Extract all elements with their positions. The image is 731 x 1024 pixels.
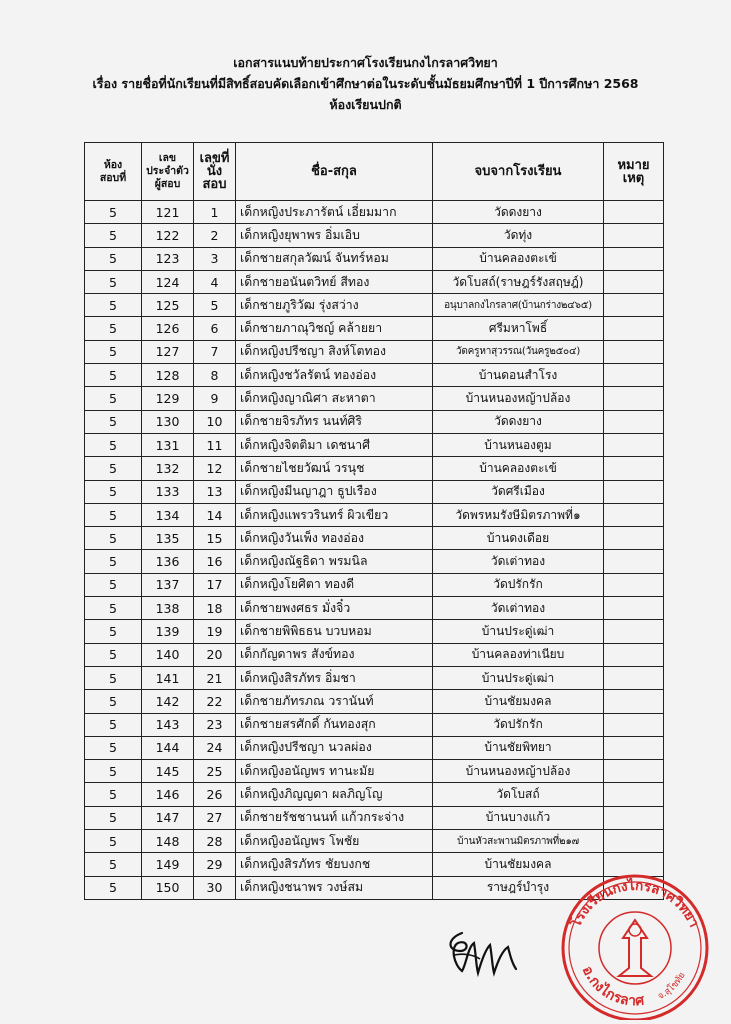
cell-exam-id: 121 bbox=[142, 201, 194, 224]
seal-province-text: จ.สุโขทัย bbox=[656, 971, 688, 1002]
cell-room: 5 bbox=[85, 224, 142, 247]
cell-school: วัดปรักรัก bbox=[433, 713, 604, 736]
cell-name: เด็กหญิงญาณิศา สะหาตา bbox=[236, 387, 433, 410]
cell-name: เด็กหญิงอนัญพร โพชัย bbox=[236, 830, 433, 853]
cell-exam-id: 133 bbox=[142, 480, 194, 503]
table-row bbox=[85, 736, 664, 759]
cell-seat: 10 bbox=[194, 410, 236, 433]
cell-school: บ้านคลองท่าเนียบ bbox=[433, 643, 604, 666]
cell-name: เด็กหญิงแพรวรินทร์ ผิวเขียว bbox=[236, 503, 433, 526]
table-row bbox=[85, 713, 664, 736]
cell-note bbox=[604, 690, 664, 713]
cell-room: 5 bbox=[85, 666, 142, 689]
table-row bbox=[85, 806, 664, 829]
cell-name: เด็กหญิงภิญญดา ผลภิญโญ bbox=[236, 783, 433, 806]
cell-note bbox=[604, 317, 664, 340]
cell-room: 5 bbox=[85, 480, 142, 503]
cell-room: 5 bbox=[85, 550, 142, 573]
table-row bbox=[85, 597, 664, 620]
cell-exam-id: 135 bbox=[142, 527, 194, 550]
cell-room: 5 bbox=[85, 830, 142, 853]
cell-seat: 17 bbox=[194, 573, 236, 596]
cell-school: วัดทุ่ง bbox=[433, 224, 604, 247]
cell-seat: 26 bbox=[194, 783, 236, 806]
cell-school: บ้านประดู่เฒ่า bbox=[433, 620, 604, 643]
cell-seat: 19 bbox=[194, 620, 236, 643]
header-name: ชื่อ-สกุล bbox=[236, 143, 433, 201]
cell-exam-id: 127 bbox=[142, 340, 194, 363]
header-exam-id: เลข ประจำตัว ผู้สอบ bbox=[142, 143, 194, 201]
cell-school: บ้านหนองหญ้าปล้อง bbox=[433, 387, 604, 410]
cell-room: 5 bbox=[85, 410, 142, 433]
cell-note bbox=[604, 713, 664, 736]
cell-exam-id: 131 bbox=[142, 433, 194, 456]
cell-room: 5 bbox=[85, 760, 142, 783]
cell-exam-id: 124 bbox=[142, 270, 194, 293]
cell-seat: 25 bbox=[194, 760, 236, 783]
cell-exam-id: 146 bbox=[142, 783, 194, 806]
table-row bbox=[85, 573, 664, 596]
cell-seat: 14 bbox=[194, 503, 236, 526]
cell-room: 5 bbox=[85, 573, 142, 596]
cell-seat: 1 bbox=[194, 201, 236, 224]
cell-note bbox=[604, 666, 664, 689]
cell-school: บ้านชัยมงคล bbox=[433, 690, 604, 713]
cell-school: วัดเต่าทอง bbox=[433, 550, 604, 573]
signature bbox=[440, 925, 530, 980]
cell-note bbox=[604, 783, 664, 806]
seal-bottom-text: อ.กงไกรลาศ bbox=[578, 963, 645, 1010]
table-row bbox=[85, 270, 664, 293]
cell-school: วัดเต่าทอง bbox=[433, 597, 604, 620]
cell-exam-id: 149 bbox=[142, 853, 194, 876]
cell-school: วัดปรักรัก bbox=[433, 573, 604, 596]
table-row bbox=[85, 760, 664, 783]
cell-name: เด็กชายสกุลวัฒน์ จันทร์หอม bbox=[236, 247, 433, 270]
header-note: หมาย เหตุ bbox=[604, 143, 664, 201]
cell-seat: 7 bbox=[194, 340, 236, 363]
table-row bbox=[85, 387, 664, 410]
table-header-row bbox=[85, 143, 664, 201]
cell-note bbox=[604, 387, 664, 410]
cell-room: 5 bbox=[85, 270, 142, 293]
table-row bbox=[85, 317, 664, 340]
cell-name: เด็กชายสรศักดิ์ กันทองสุก bbox=[236, 713, 433, 736]
cell-seat: 24 bbox=[194, 736, 236, 759]
cell-school: บ้านหัวสะพานมิตรภาพที่๒๑๗ bbox=[433, 830, 604, 853]
table-row bbox=[85, 643, 664, 666]
cell-school: บ้านหนองตูม bbox=[433, 433, 604, 456]
cell-exam-id: 138 bbox=[142, 597, 194, 620]
table-row bbox=[85, 480, 664, 503]
header-seat: เลขที่ นั่ง สอบ bbox=[194, 143, 236, 201]
cell-note bbox=[604, 830, 664, 853]
cell-name: เด็กหญิงชนาพร วงษ์สม bbox=[236, 876, 433, 899]
cell-seat: 12 bbox=[194, 457, 236, 480]
cell-room: 5 bbox=[85, 364, 142, 387]
cell-name: เด็กชายภูริวัฒ รุ่งสว่าง bbox=[236, 294, 433, 317]
cell-name: เด็กหญิงวันเพ็ง ทองอ่อง bbox=[236, 527, 433, 550]
cell-name: เด็กชายอนันตวิทย์ สีทอง bbox=[236, 270, 433, 293]
header-room: ห้อง สอบที่ bbox=[85, 143, 142, 201]
cell-note bbox=[604, 620, 664, 643]
header-title: เอกสารแนบท้ายประกาศโรงเรียนกงไกรลาศวิทยา bbox=[233, 55, 498, 70]
cell-seat: 27 bbox=[194, 806, 236, 829]
cell-seat: 30 bbox=[194, 876, 236, 899]
cell-note bbox=[604, 247, 664, 270]
cell-room: 5 bbox=[85, 713, 142, 736]
cell-room: 5 bbox=[85, 643, 142, 666]
cell-name: เด็กชายภัทรภณ วรานันท์ bbox=[236, 690, 433, 713]
cell-name: เด็กหญิงสิรภัทร ชัยบงกช bbox=[236, 853, 433, 876]
cell-room: 5 bbox=[85, 433, 142, 456]
cell-exam-id: 132 bbox=[142, 457, 194, 480]
cell-note bbox=[604, 480, 664, 503]
cell-seat: 5 bbox=[194, 294, 236, 317]
cell-exam-id: 147 bbox=[142, 806, 194, 829]
cell-exam-id: 143 bbox=[142, 713, 194, 736]
cell-name: เด็กชายจิรภัทร นนท์ศิริ bbox=[236, 410, 433, 433]
table-row bbox=[85, 527, 664, 550]
cell-school: บ้านดอนสำโรง bbox=[433, 364, 604, 387]
cell-note bbox=[604, 270, 664, 293]
cell-room: 5 bbox=[85, 294, 142, 317]
table-row bbox=[85, 620, 664, 643]
cell-seat: 20 bbox=[194, 643, 236, 666]
cell-name: เด็กหญิงยุพาพร อิ่มเอิบ bbox=[236, 224, 433, 247]
cell-note bbox=[604, 736, 664, 759]
table-row bbox=[85, 247, 664, 270]
table-row bbox=[85, 690, 664, 713]
cell-room: 5 bbox=[85, 690, 142, 713]
cell-school: บ้านบางแก้ว bbox=[433, 806, 604, 829]
cell-school: บ้านประดู่เฒ่า bbox=[433, 666, 604, 689]
cell-room: 5 bbox=[85, 876, 142, 899]
cell-name: เด็กชายพงศธร มั่งจิ๋ว bbox=[236, 597, 433, 620]
seal-top-text: โรงเรียนกงไกรลาศวิทยา bbox=[568, 877, 702, 930]
cell-room: 5 bbox=[85, 247, 142, 270]
table-row bbox=[85, 830, 664, 853]
cell-school: ศรีมหาโพธิ์ bbox=[433, 317, 604, 340]
svg-text:จ.สุโขทัย bbox=[657, 971, 688, 1002]
cell-school: วัดโบสถ์(ราษฎร์รังสฤษฎ์) bbox=[433, 270, 604, 293]
cell-school: อนุบาลกงไกรลาศ(บ้านกร่าง๒๔๖๕) bbox=[433, 294, 604, 317]
cell-seat: 2 bbox=[194, 224, 236, 247]
cell-exam-id: 139 bbox=[142, 620, 194, 643]
cell-name: เด็กชายไชยวัฒน์ วรนุช bbox=[236, 457, 433, 480]
cell-exam-id: 140 bbox=[142, 643, 194, 666]
table-row bbox=[85, 294, 664, 317]
cell-exam-id: 123 bbox=[142, 247, 194, 270]
cell-seat: 4 bbox=[194, 270, 236, 293]
table-row bbox=[85, 457, 664, 480]
school-seal bbox=[555, 868, 715, 1020]
table-row bbox=[85, 410, 664, 433]
cell-school: บ้านคลองตะเข้ bbox=[433, 247, 604, 270]
cell-name: เด็กหญิงอนัญพร ทานะมัย bbox=[236, 760, 433, 783]
table-row bbox=[85, 340, 664, 363]
cell-seat: 11 bbox=[194, 433, 236, 456]
cell-seat: 15 bbox=[194, 527, 236, 550]
cell-school: วัดศรีเมือง bbox=[433, 480, 604, 503]
roster-body bbox=[85, 201, 664, 900]
cell-name: เด็กหญิงสิรภัทร อิ่มชา bbox=[236, 666, 433, 689]
cell-seat: 8 bbox=[194, 364, 236, 387]
cell-seat: 3 bbox=[194, 247, 236, 270]
cell-note bbox=[604, 573, 664, 596]
table-row bbox=[85, 666, 664, 689]
cell-school: วัดครูหาสุวรรณ(วันครู๒๕๐๔) bbox=[433, 340, 604, 363]
table-row bbox=[85, 201, 664, 224]
cell-room: 5 bbox=[85, 620, 142, 643]
cell-school: บ้านคลองตะเข้ bbox=[433, 457, 604, 480]
header-subject: เรื่อง รายชื่อที่นักเรียนที่มีสิทธิ์สอบคัดเลือกเข้าศึกษาต่อในระดับชั้นมัธยมศึกษาปีที่ 1 ปีการศึกษา 2568 bbox=[92, 76, 639, 91]
table-row bbox=[85, 550, 664, 573]
cell-exam-id: 144 bbox=[142, 736, 194, 759]
cell-note bbox=[604, 410, 664, 433]
cell-room: 5 bbox=[85, 736, 142, 759]
cell-note bbox=[604, 643, 664, 666]
cell-school: บ้านชัยพิทยา bbox=[433, 736, 604, 759]
cell-note bbox=[604, 224, 664, 247]
cell-exam-id: 128 bbox=[142, 364, 194, 387]
cell-name: เด็กหญิงจิตติมา เดชนาศี bbox=[236, 433, 433, 456]
cell-exam-id: 137 bbox=[142, 573, 194, 596]
table-row bbox=[85, 783, 664, 806]
cell-exam-id: 130 bbox=[142, 410, 194, 433]
cell-note bbox=[604, 457, 664, 480]
cell-exam-id: 126 bbox=[142, 317, 194, 340]
cell-note bbox=[604, 201, 664, 224]
cell-note bbox=[604, 806, 664, 829]
cell-note bbox=[604, 597, 664, 620]
cell-seat: 16 bbox=[194, 550, 236, 573]
student-roster-table bbox=[84, 142, 664, 900]
cell-seat: 13 bbox=[194, 480, 236, 503]
cell-name: เด็กหญิงปรีชญา นวลผ่อง bbox=[236, 736, 433, 759]
cell-school: วัดพรหมรังษีมิตรภาพที่๑ bbox=[433, 503, 604, 526]
cell-note bbox=[604, 760, 664, 783]
cell-name: เด็กหญิงประภารัตน์ เอี่ยมมาก bbox=[236, 201, 433, 224]
cell-exam-id: 145 bbox=[142, 760, 194, 783]
cell-school: วัดดงยาง bbox=[433, 410, 604, 433]
cell-exam-id: 141 bbox=[142, 666, 194, 689]
cell-exam-id: 136 bbox=[142, 550, 194, 573]
cell-school: ราษฎร์บำรุง bbox=[433, 876, 604, 899]
cell-note bbox=[604, 294, 664, 317]
cell-exam-id: 148 bbox=[142, 830, 194, 853]
cell-seat: 22 bbox=[194, 690, 236, 713]
cell-seat: 29 bbox=[194, 853, 236, 876]
cell-exam-id: 129 bbox=[142, 387, 194, 410]
cell-room: 5 bbox=[85, 783, 142, 806]
cell-seat: 21 bbox=[194, 666, 236, 689]
cell-school: วัดดงยาง bbox=[433, 201, 604, 224]
cell-name: เด็กหญิงโยศิตา ทองดี bbox=[236, 573, 433, 596]
cell-note bbox=[604, 527, 664, 550]
cell-note bbox=[604, 503, 664, 526]
cell-room: 5 bbox=[85, 340, 142, 363]
cell-seat: 6 bbox=[194, 317, 236, 340]
cell-exam-id: 150 bbox=[142, 876, 194, 899]
cell-name: เด็กหญิงปรีชญา สิงห์โตทอง bbox=[236, 340, 433, 363]
cell-exam-id: 142 bbox=[142, 690, 194, 713]
cell-room: 5 bbox=[85, 853, 142, 876]
table-row bbox=[85, 364, 664, 387]
cell-school: บ้านหนองหญ้าปล้อง bbox=[433, 760, 604, 783]
cell-note bbox=[604, 340, 664, 363]
cell-room: 5 bbox=[85, 201, 142, 224]
cell-exam-id: 125 bbox=[142, 294, 194, 317]
cell-name: เด็กชายพิพิธธน บวบหอม bbox=[236, 620, 433, 643]
cell-seat: 28 bbox=[194, 830, 236, 853]
cell-room: 5 bbox=[85, 503, 142, 526]
cell-room: 5 bbox=[85, 806, 142, 829]
cell-room: 5 bbox=[85, 387, 142, 410]
cell-name: เด็กหญิงชวัลรัตน์ ทองอ่อง bbox=[236, 364, 433, 387]
document-header bbox=[0, 52, 731, 115]
cell-seat: 9 bbox=[194, 387, 236, 410]
header-school: จบจากโรงเรียน bbox=[433, 143, 604, 201]
table-row bbox=[85, 503, 664, 526]
cell-name: เด็กชายรัชชานนท์ แก้วกระจ่าง bbox=[236, 806, 433, 829]
cell-note bbox=[604, 364, 664, 387]
cell-school: บ้านชัยมงคล bbox=[433, 853, 604, 876]
table-row bbox=[85, 224, 664, 247]
header-room-type: ห้องเรียนปกติ bbox=[329, 97, 402, 112]
cell-name: เด็กกัญดาพร สังข์ทอง bbox=[236, 643, 433, 666]
cell-room: 5 bbox=[85, 317, 142, 340]
cell-note bbox=[604, 550, 664, 573]
cell-seat: 23 bbox=[194, 713, 236, 736]
cell-exam-id: 134 bbox=[142, 503, 194, 526]
cell-name: เด็กชายภาณุวิชญ์ คล้ายยา bbox=[236, 317, 433, 340]
cell-room: 5 bbox=[85, 597, 142, 620]
cell-school: วัดโบสถ์ bbox=[433, 783, 604, 806]
cell-name: เด็กหญิงณัฐธิดา พรมนิล bbox=[236, 550, 433, 573]
table-row bbox=[85, 433, 664, 456]
cell-room: 5 bbox=[85, 457, 142, 480]
cell-name: เด็กหญิงมีนญาฎา ธูปเรือง bbox=[236, 480, 433, 503]
cell-note bbox=[604, 433, 664, 456]
cell-school: บ้านดงเดือย bbox=[433, 527, 604, 550]
cell-room: 5 bbox=[85, 527, 142, 550]
cell-seat: 18 bbox=[194, 597, 236, 620]
cell-exam-id: 122 bbox=[142, 224, 194, 247]
